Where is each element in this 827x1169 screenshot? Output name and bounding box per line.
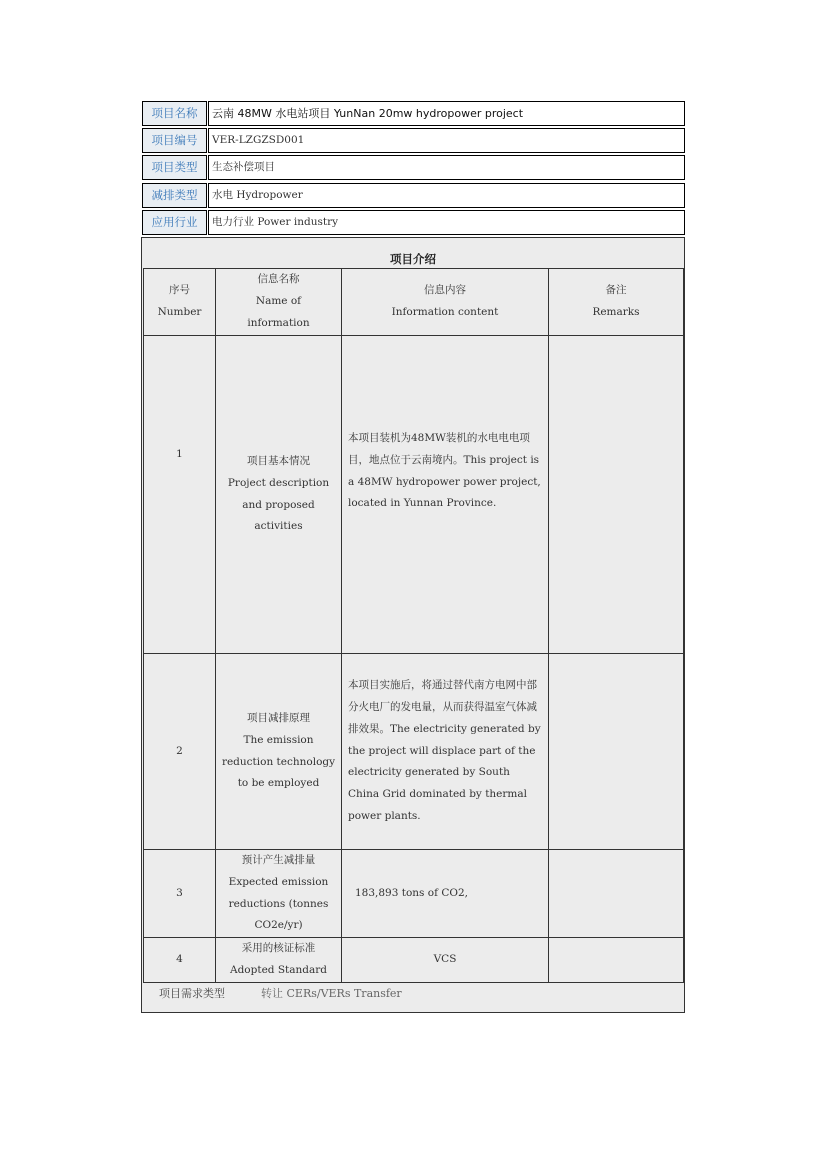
info-value: 生态补偿项目 (208, 155, 685, 180)
row-remarks (549, 850, 684, 938)
info-value: VER-LZGZSD001 (208, 128, 685, 153)
info-row-project-name (142, 101, 685, 126)
row-remarks (549, 938, 684, 983)
table-row (144, 938, 684, 983)
info-value: 电力行业 Power industry (208, 210, 685, 235)
intro-title: 项目介绍 (390, 252, 436, 266)
info-label: 项目名称 (142, 101, 207, 126)
row-name: 项目基本情况 Project description and proposed activities (216, 336, 342, 654)
info-value: 云南 48MW 水电站项目 YunNan 20mw hydropower project (208, 101, 685, 126)
info-row-project-number (142, 128, 685, 153)
table-row (144, 850, 684, 938)
row-name: 采用的核证标准 Adopted Standard (216, 938, 342, 983)
info-label: 项目编号 (142, 128, 207, 153)
header-name: 信息名称 Name of information (216, 269, 342, 336)
info-label: 减排类型 (142, 183, 207, 208)
header-number: 序号 Number (144, 269, 216, 336)
info-label: 应用行业 (142, 210, 207, 235)
row-content: VCS (342, 938, 549, 983)
header-content: 信息内容 Information content (342, 269, 549, 336)
row-remarks (549, 654, 684, 850)
info-value: 水电 Hydropower (208, 183, 685, 208)
demand-type (159, 985, 402, 1001)
row-number: 4 (144, 938, 216, 983)
project-intro-table (143, 268, 684, 983)
info-row-industry (142, 210, 685, 235)
row-name: 预计产生减排量 Expected emission reductions (tonnes CO2e/yr) (216, 850, 342, 938)
row-number: 3 (144, 850, 216, 938)
info-row-reduction-type (142, 183, 685, 208)
row-remarks (549, 336, 684, 654)
row-content: 本项目装机为48MW装机的水电电电项目，地点位于云南境内。This project is a 48MW hydropower power project, located in Yunnan Province. (342, 336, 549, 654)
demand-type-label: 项目需求类型 (159, 987, 225, 1000)
row-content: 183,893 tons of CO2, (342, 850, 549, 938)
row-number: 1 (144, 336, 216, 654)
row-number: 2 (144, 654, 216, 850)
table-header-row (144, 269, 684, 336)
info-label: 项目类型 (142, 155, 207, 180)
row-content: 本项目实施后，将通过替代南方电网中部分火电厂的发电量，从而获得温室气体减排效果。The electricity generated by the project will displace part of the electricity generated by South China Grid dominated by thermal power plants. (342, 654, 549, 850)
info-row-project-type (142, 155, 685, 180)
table-row (144, 654, 684, 850)
header-remarks: 备注 Remarks (549, 269, 684, 336)
demand-type-value: 转让 CERs/VERs Transfer (261, 987, 402, 1000)
row-name: 项目减排原理 The emission reduction technology to be employed (216, 654, 342, 850)
table-row (144, 336, 684, 654)
